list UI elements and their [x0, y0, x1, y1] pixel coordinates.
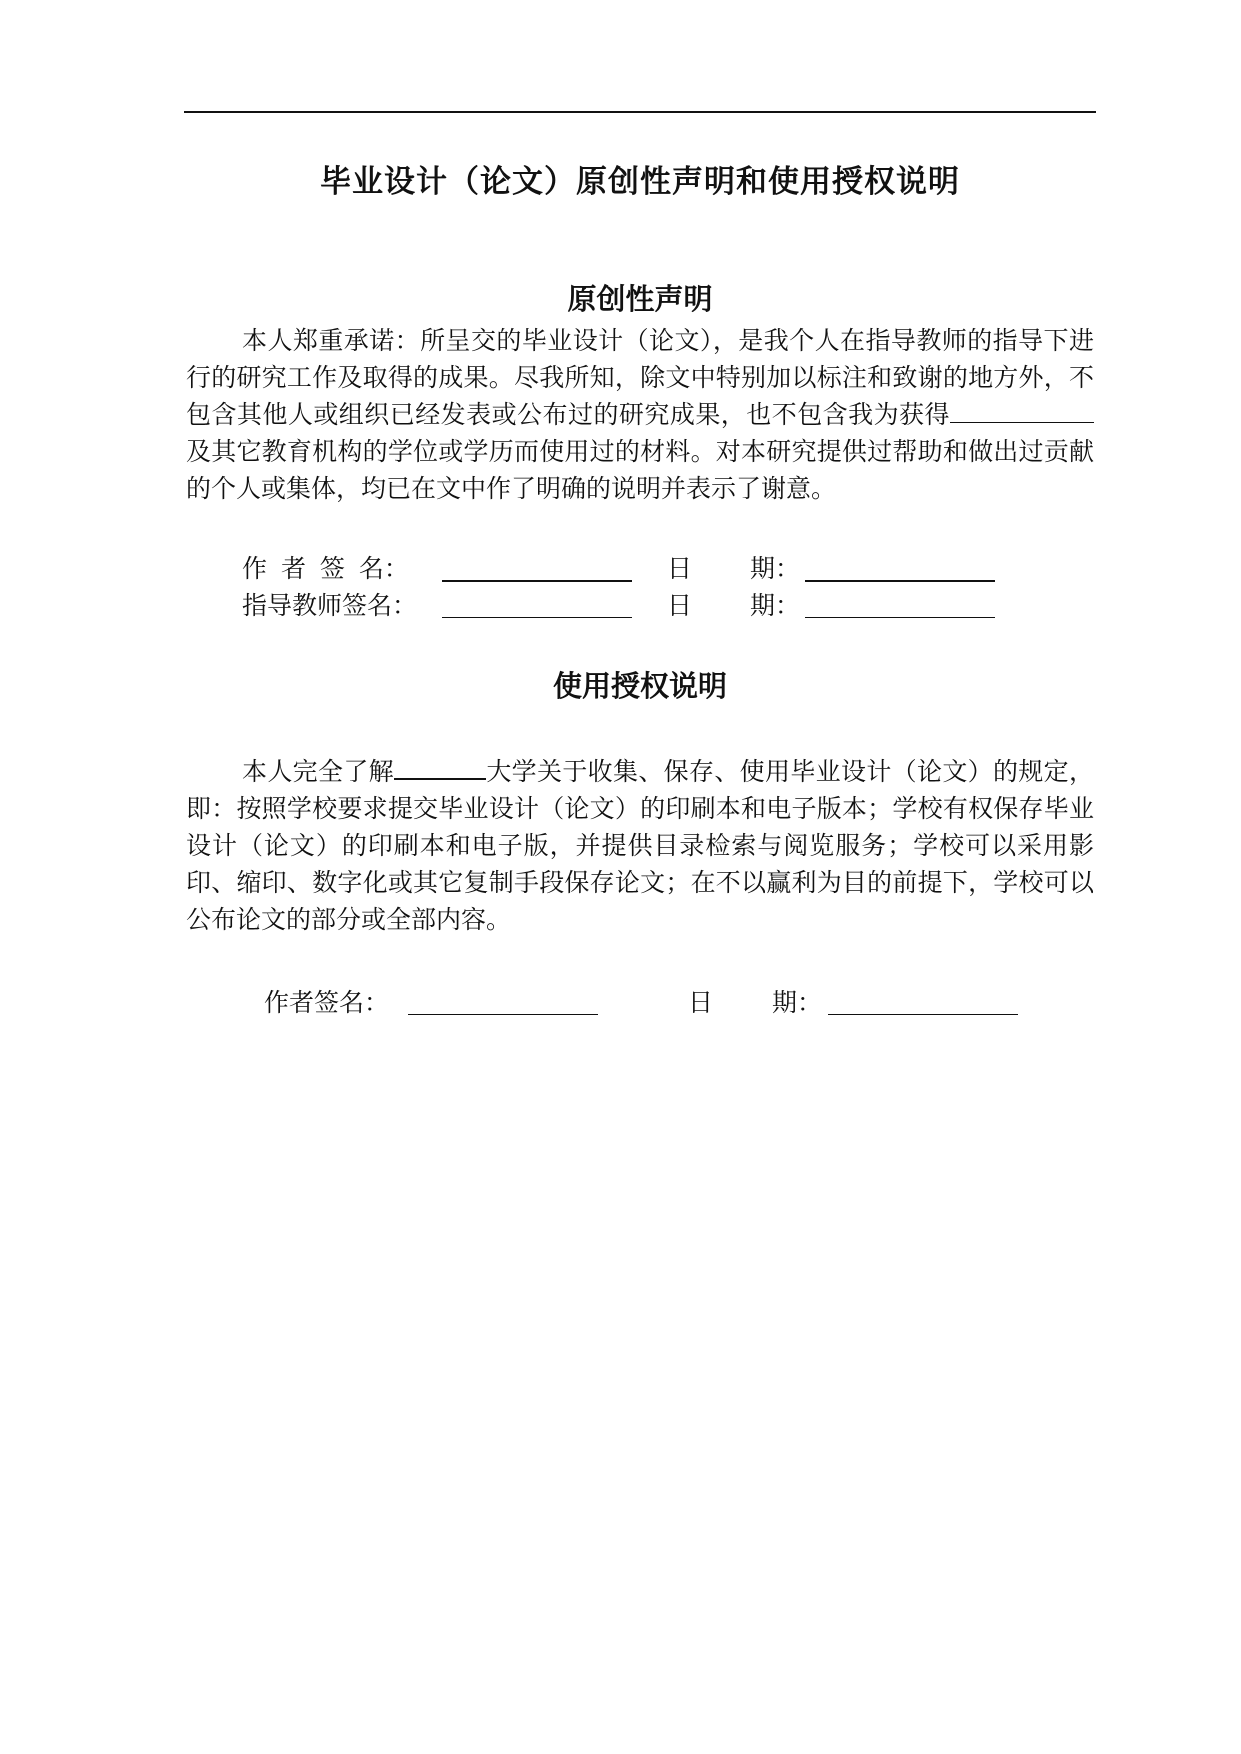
university-name-blank[interactable]: [394, 756, 486, 780]
advisor-date-field[interactable]: [805, 617, 995, 618]
author-signature-row: [242, 552, 1042, 586]
date-label-char-1: 日: [667, 554, 693, 583]
originality-title: 原创性声明: [567, 282, 713, 316]
advisor-signature-row: [242, 589, 1042, 623]
authorization-signature-field[interactable]: [408, 1014, 598, 1015]
date-label-char-2: 期：: [772, 988, 823, 1017]
page-title: 毕业设计（论文）原创性声明和使用授权说明: [320, 164, 960, 200]
authorization-signature-label: 作者签名：: [264, 988, 390, 1017]
date-label-char-1: 日: [688, 988, 714, 1017]
authorization-title: 使用授权说明: [552, 669, 727, 703]
author-signature-label: 作 者 签 名：: [242, 554, 409, 583]
authorization-date-field[interactable]: [828, 1014, 1018, 1015]
advisor-signature-field[interactable]: [442, 617, 632, 618]
authorization-text-part2: 大学关于收集、保存、使用毕业设计（论文）的规定，即：按照学校要求提交毕业设计（论文）的印刷本和电子版本；学校有权保存毕业设计（论文）的印刷本和电子版，并提供目录检索与阅览服务；学校可以采用影印、缩印、数字化或其它复制手段保存论文；在不以赢利为目的前提下，学校可以公布论文的部分或全部内容。: [186, 757, 1094, 934]
degree-institution-blank[interactable]: [950, 400, 1094, 423]
header-rule: [184, 111, 1096, 113]
advisor-signature-label: 指导教师签名：: [242, 591, 418, 620]
author-date-field[interactable]: [805, 580, 995, 582]
originality-paragraph: [186, 322, 1094, 507]
originality-text-part1: 本人郑重承诺：所呈交的毕业设计（论文），是我个人在指导教师的指导下进行的研究工作及取得的成果。尽我所知，除文中特别加以标注和致谢的地方外，不包含其他人或组织已经发表或公布过的研究成果，也不包含我为获得: [186, 326, 1094, 429]
authorization-text-part1: 本人完全了解: [242, 757, 394, 786]
date-label-char-2: 期：: [750, 554, 801, 583]
authorization-paragraph: [186, 753, 1094, 938]
originality-text-part2: 及其它教育机构的学位或学历而使用过的材料。对本研究提供过帮助和做出过贡献的个人或集体，均已在文中作了明确的说明并表示了谢意。: [186, 437, 1094, 503]
date-label-char-1: 日: [667, 591, 693, 620]
authorization-signature-row: [264, 986, 1064, 1020]
author-signature-field[interactable]: [442, 580, 632, 582]
date-label-char-2: 期：: [750, 591, 801, 620]
